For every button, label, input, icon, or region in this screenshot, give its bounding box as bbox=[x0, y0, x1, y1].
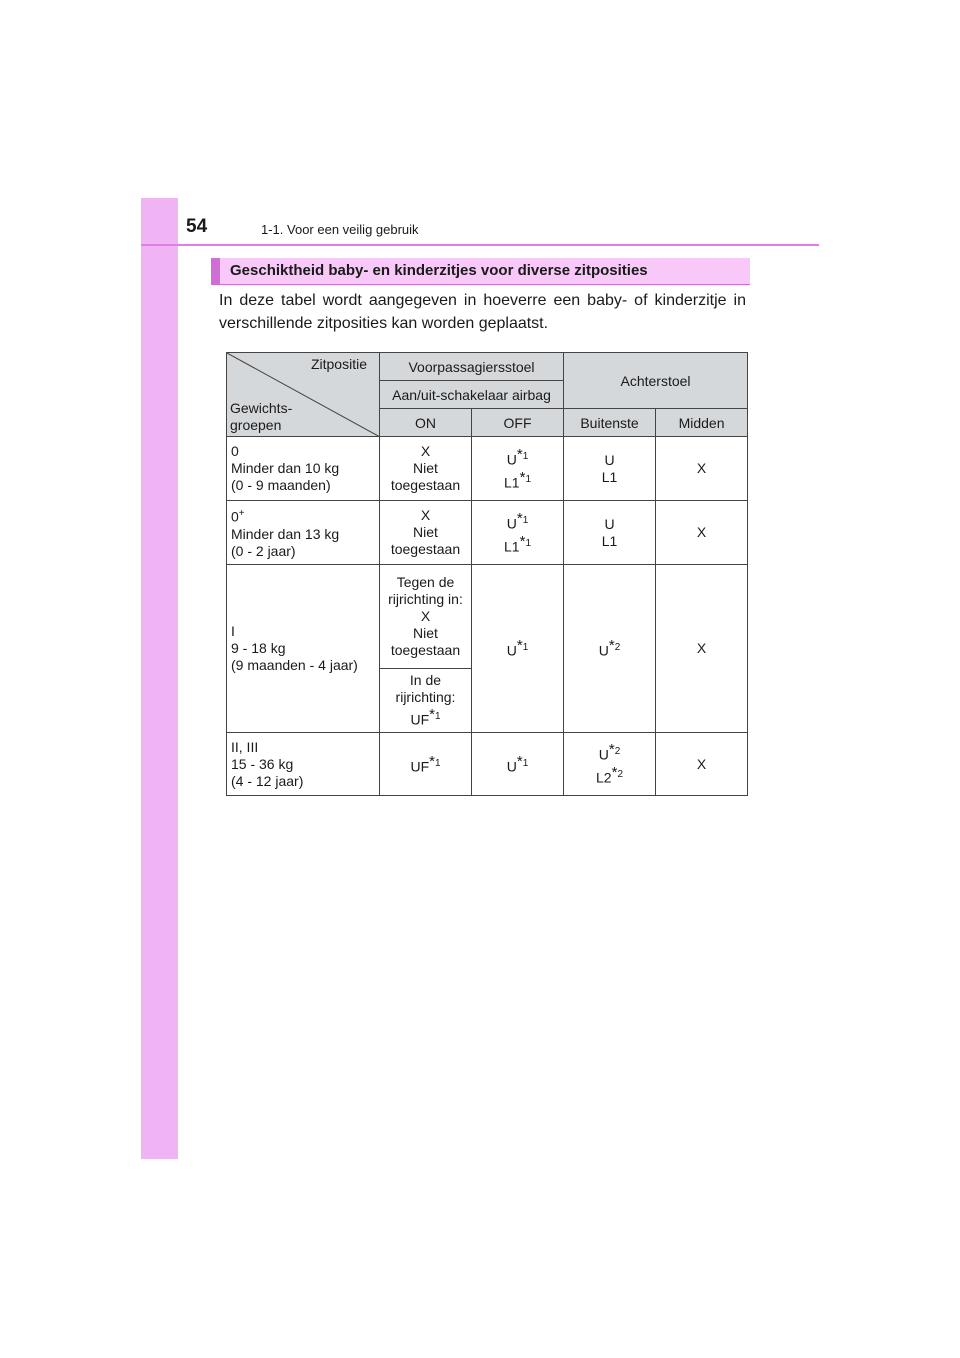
table-row bbox=[227, 437, 748, 501]
header-on: ON bbox=[380, 409, 472, 437]
cell-middle: X bbox=[656, 733, 748, 796]
cell-off: $U^{*1}$ bbox=[472, 733, 564, 796]
header-airbag-switch: Aan/uit-schakelaar airbag bbox=[380, 381, 564, 409]
page-number: 54 bbox=[186, 216, 208, 237]
seat-compatibility-table bbox=[226, 352, 748, 796]
cell-on: UF$^{*1}$ bbox=[380, 733, 472, 796]
corner-label-seat-position: Zitpositie bbox=[310, 356, 367, 372]
corner-label-weight-groups: Gewichts- groepen bbox=[230, 400, 293, 433]
header-off: OFF bbox=[472, 409, 564, 437]
header-outer: Buitenste bbox=[564, 409, 656, 437]
header-rear-seat: Achterstoel bbox=[564, 353, 748, 409]
cell-middle: X bbox=[656, 437, 748, 501]
table-corner-header bbox=[227, 353, 380, 437]
cell-outer: $U^{*2}$ bbox=[564, 565, 656, 733]
header-front-seat: Voorpassagiersstoel bbox=[380, 353, 564, 381]
weight-group-cell: II, III 15 - 36 kg (4 - 12 jaar) bbox=[227, 733, 380, 796]
section-title: Geschiktheid baby- en kinderzitjes voor diverse zitposities bbox=[211, 258, 750, 285]
header-middle: Midden bbox=[656, 409, 748, 437]
table-row bbox=[227, 733, 748, 796]
chapter-title: 1-1. Voor een veilig gebruik bbox=[261, 222, 419, 237]
cell-outer: $U^{*2}$ L2$^{*2}$ bbox=[564, 733, 656, 796]
cell-middle: X bbox=[656, 501, 748, 565]
cell-off: $U^{*1}$ bbox=[472, 565, 564, 733]
intro-paragraph: In deze tabel wordt aangegeven in hoeverre een baby- of kinderzitje in verschillende zitposities kan worden geplaatst. bbox=[219, 292, 746, 332]
cell-on: X Niet toegestaan bbox=[380, 437, 472, 501]
weight-group-cell: 0+ Minder dan 13 kg (0 - 2 jaar) bbox=[227, 501, 380, 565]
cell-middle: X bbox=[656, 565, 748, 733]
cell-off: $U^{*1}$ L1$^{*1}$ bbox=[472, 501, 564, 565]
header-rule bbox=[141, 244, 819, 246]
cell-on-rear-facing: Tegen de rijrichting in: X Niet toegestaan bbox=[380, 565, 472, 669]
cell-outer: U L1 bbox=[564, 437, 656, 501]
cell-on: X Niet toegestaan bbox=[380, 501, 472, 565]
cell-on-forward-facing: In de rijrichting: UF$^{*1}$ bbox=[380, 669, 472, 733]
cell-off: $U^{*1}$ L1$^{*1}$ bbox=[472, 437, 564, 501]
table-row bbox=[227, 565, 748, 669]
weight-group-cell: 0 Minder dan 10 kg (0 - 9 maanden) bbox=[227, 437, 380, 501]
weight-group-cell: I 9 - 18 kg (9 maanden - 4 jaar) bbox=[227, 565, 380, 733]
table-row bbox=[227, 501, 748, 565]
page-side-tab bbox=[141, 198, 178, 1159]
cell-outer: U L1 bbox=[564, 501, 656, 565]
